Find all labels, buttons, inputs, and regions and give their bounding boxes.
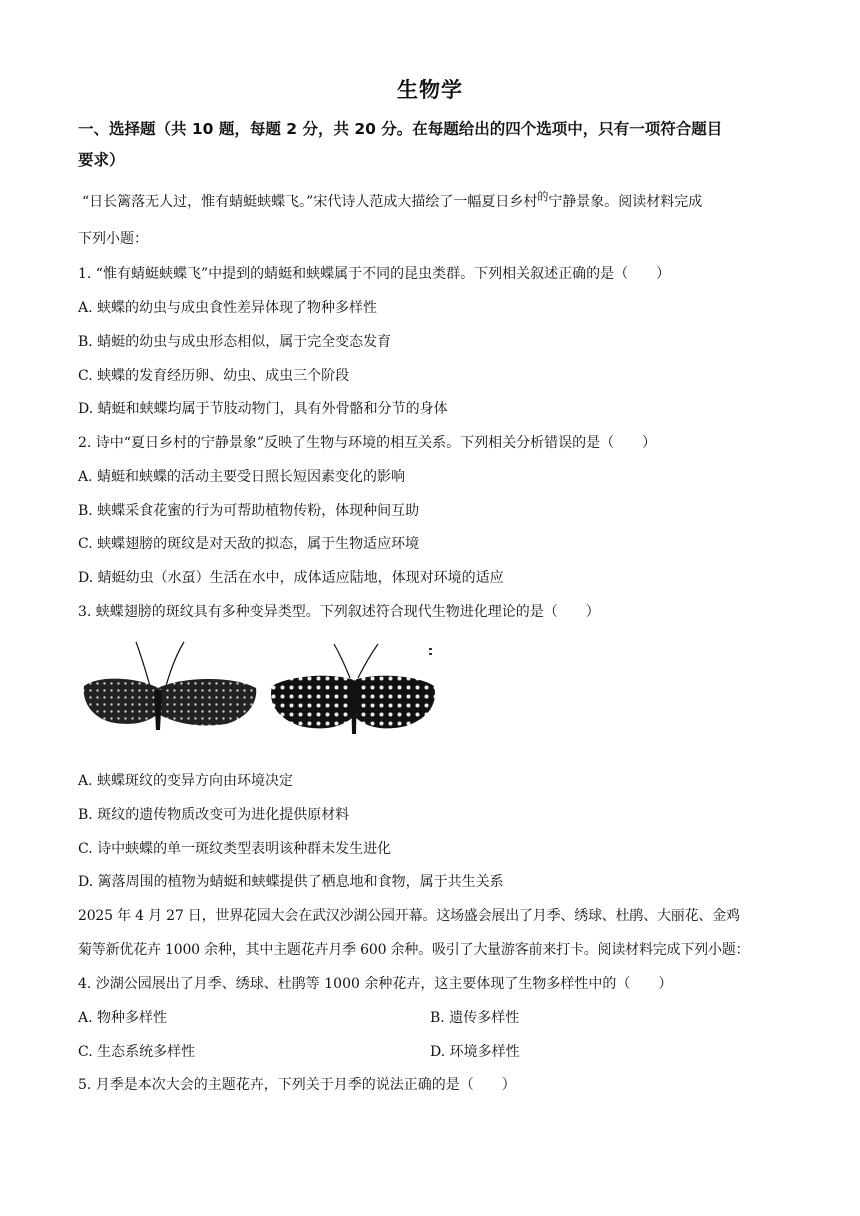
passage2-line2: 菊等新优花卉 1000 余种，其中主题花卉月季 600 余种。吸引了大量游客前来打卡。阅读材料完成下列小题： [78, 942, 750, 958]
q3-option-a: A. 蛱蝶斑纹的变异方向由环境决定 [78, 773, 294, 789]
q1-option-d: D. 蜻蜓和蛱蝶均属于节肢动物门，具有外骨骼和分节的身体 [78, 401, 448, 417]
butterfly-images [80, 638, 440, 738]
q2-option-a: A. 蜻蜓和蛱蝶的活动主要受日照长短因素变化的影响 [78, 469, 406, 485]
passage1-line1 [82, 192, 702, 213]
q1-option-c: C. 蛱蝶的发育经历卵、幼虫、成虫三个阶段 [78, 368, 350, 384]
q3-stem: 3. 蛱蝶翅膀的斑纹具有多种变异类型。下列叙述符合现代生物进化理论的是（ ） [78, 604, 600, 620]
q2-option-c: C. 蛱蝶翅膀的斑纹是对天敌的拟态，属于生物适应环境 [78, 536, 420, 552]
q4-option-c: C. 生态系统多样性 [78, 1044, 196, 1060]
butterfly-left [84, 642, 257, 730]
q1-option-a: A. 蛱蝶的幼虫与成虫食性差异体现了物种多样性 [78, 300, 378, 316]
section-heading-line2: 要求） [78, 151, 125, 169]
butterfly-right [271, 644, 435, 734]
q3-option-d: D. 篱落周围的植物为蜻蜓和蛱蝶提供了栖息地和食物，属于共生关系 [78, 874, 504, 890]
section-heading-line1: 一、选择题（共 10 题，每题 2 分，共 20 分。在每题给出的四个选项中，只有一项符合题目 [78, 120, 723, 138]
page-title: 生物学 [397, 78, 463, 102]
q1-option-b: B. 蜻蜓的幼虫与成虫形态相似，属于完全变态发育 [78, 334, 392, 350]
passage1-text-b: 宁静景象。阅读材料完成 [548, 194, 703, 210]
q2-option-d: D. 蜻蜓幼虫（水虿）生活在水中，成体适应陆地，体现对环境的适应 [78, 570, 504, 586]
q1-stem: 1. “惟有蜻蜓蛱蝶飞”中提到的蜻蜓和蛱蝶属于不同的昆虫类群。下列相关叙述正确的是（ ） [78, 266, 671, 282]
butterfly-figure [80, 638, 440, 738]
passage1-superscript: 的 [537, 190, 549, 203]
q4-stem: 4. 沙湖公园展出了月季、绣球、杜鹃等 1000 余种花卉，这主要体现了生物多样性中的（ ） [78, 976, 673, 992]
q3-option-c: C. 诗中蛱蝶的单一斑纹类型表明该种群未发生进化 [78, 841, 392, 857]
q4-option-d: D. 环境多样性 [430, 1044, 520, 1060]
q5-stem: 5. 月季是本次大会的主题花卉，下列关于月季的说法正确的是（ ） [78, 1077, 516, 1093]
q4-option-a: A. 物种多样性 [78, 1010, 168, 1026]
q3-option-b: B. 斑纹的遗传物质改变可为进化提供原材料 [78, 807, 350, 823]
q4-option-b: B. 遗传多样性 [430, 1010, 520, 1026]
section-heading [78, 114, 778, 176]
q2-option-b: B. 蛱蝶采食花蜜的行为可帮助植物传粉，体现种间互助 [78, 503, 420, 519]
passage2-line1: 2025 年 4 月 27 日，世界花园大会在武汉沙湖公园开幕。这场盛会展出了月季、绣球、杜鹃、大丽花、金鸡 [78, 908, 740, 924]
q2-stem: 2. 诗中“夏日乡村的宁静景象”反映了生物与环境的相互关系。下列相关分析错误的是（ ） [78, 435, 657, 451]
passage1-line2: 下列小题： [78, 231, 148, 247]
passage1-text-a: “日长篱落无人过，惟有蜻蜓蛱蝶飞。”宋代诗人范成大描绘了一幅夏日乡村 [82, 194, 538, 210]
